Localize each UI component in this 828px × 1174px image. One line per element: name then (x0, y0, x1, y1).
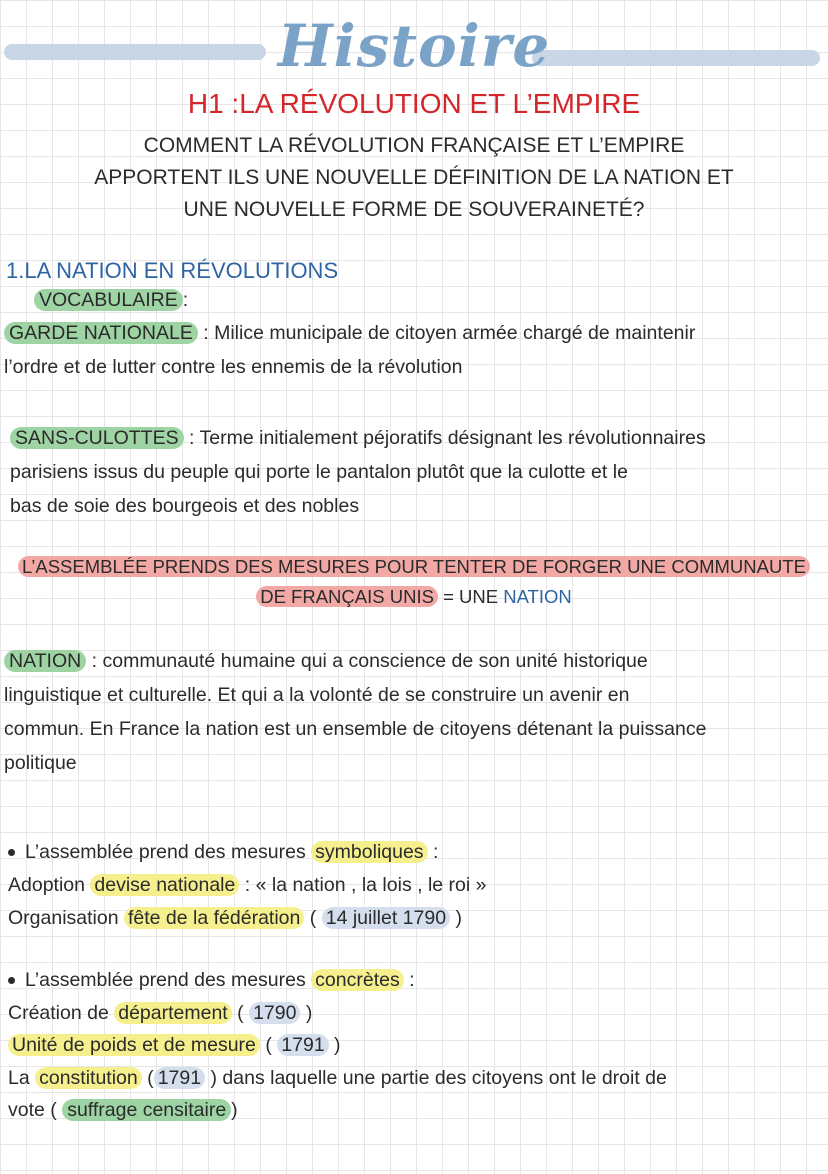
concrete-measures (8, 964, 824, 1127)
term-sans-culottes: SANS-CULOTTES (10, 427, 184, 449)
definition-line: bas de soie des bourgeois et des nobles (10, 495, 360, 517)
definition-text: : communauté humaine qui a conscience de son unité historique (86, 650, 648, 672)
measure-text: ( (304, 907, 322, 929)
measure-text: : « la nation , la lois , le roi » (239, 874, 487, 896)
vocabulary-heading (34, 283, 188, 317)
definition-line (4, 316, 824, 350)
measure-text: La (8, 1066, 36, 1089)
measure-text: ) (450, 907, 462, 929)
problem-question (60, 130, 768, 226)
bullet-icon (8, 849, 15, 856)
statement-nation: NATION (503, 586, 572, 607)
bullet-colon: : (427, 841, 439, 863)
definition-line (4, 644, 824, 678)
bullet-item (8, 964, 824, 997)
measure-line (8, 1062, 824, 1095)
measure-text: vote ( (8, 1099, 63, 1121)
highlight-suffrage: suffrage censitaire (62, 1099, 231, 1121)
measure-text: ( (141, 1066, 154, 1089)
date-highlight: 1791 (277, 1034, 328, 1056)
highlight-symboliques: symboliques (311, 841, 427, 863)
date-highlight: 1790 (249, 1002, 300, 1024)
measure-text: ) (328, 1034, 341, 1056)
definition-text: : Terme initialement péjoratifs désignant les révolutionnaires (183, 427, 706, 449)
question-line: APPORTENT ILS UNE NOUVELLE DÉFINITION DE LA NATION ET (94, 166, 734, 189)
measure-line (8, 869, 824, 902)
measure-line (8, 997, 824, 1030)
measure-text: ( (231, 1001, 250, 1024)
measure-text: Création de (8, 1001, 115, 1024)
measure-text: ( (259, 1034, 278, 1056)
definition-sans-culottes (10, 421, 824, 523)
measure-text: ) (231, 1099, 238, 1121)
definition-line (10, 421, 824, 455)
bullet-item (8, 836, 824, 869)
definition-text: : Milice municipale de citoyen armée chargé de maintenir (197, 322, 696, 344)
question-line: UNE NOUVELLE FORME DE SOUVERAINETÉ? (183, 198, 645, 221)
symbolic-measures (8, 836, 824, 935)
statement-equals: = UNE (437, 586, 504, 607)
bullet-icon (8, 977, 15, 984)
statement-line (0, 582, 828, 612)
measure-text: ) dans laquelle une partie des citoyens ont le droit de (205, 1066, 667, 1089)
highlight-constitution: constitution (35, 1067, 142, 1089)
section-title: 1.LA NATION EN RÉVOLUTIONS (6, 258, 339, 283)
measure-line (8, 1094, 824, 1127)
measure-text: ) (300, 1001, 313, 1024)
date-highlight: 1791 (154, 1067, 205, 1089)
highlight-concretes: concrètes (311, 969, 404, 991)
measure-line (8, 1029, 824, 1062)
assembly-statement (0, 552, 828, 612)
chapter-heading: H1 :LA RÉVOLUTION ET L’EMPIRE (187, 88, 641, 119)
definition-line: commun. En France la nation est un ensemble de citoyens détenant la puissance (4, 718, 707, 740)
highlight-fete: fête de la fédération (124, 907, 304, 929)
definition-line: politique (4, 752, 77, 774)
definition-line: l’ordre et de lutter contre les ennemis de la révolution (4, 356, 463, 378)
vocabulary-colon: : (182, 289, 189, 311)
highlight-departement: département (114, 1002, 232, 1024)
definition-line: parisiens issus du peuple qui porte le pantalon plutôt que la culotte et le (10, 461, 628, 483)
term-nation: NATION (4, 650, 86, 672)
highlight-devise: devise nationale (90, 874, 239, 896)
measure-text: Adoption (8, 874, 91, 896)
bullet-colon: : (403, 969, 415, 991)
question-line: COMMENT LA RÉVOLUTION FRANÇAISE ET L’EMPIRE (143, 134, 685, 157)
statement-line (0, 552, 828, 582)
term-garde-nationale: GARDE NATIONALE (4, 322, 198, 344)
measure-text: Organisation (8, 907, 124, 929)
definition-nation (4, 644, 824, 780)
definition-line: linguistique et culturelle. Et qui a la volonté de se construire un avenir en (4, 684, 630, 706)
measure-line (8, 902, 824, 935)
bullet-text: L’assemblée prend des mesures (25, 969, 312, 991)
date-highlight: 14 juillet 1790 (322, 907, 450, 929)
statement-highlight: DE FRANÇAIS UNIS (256, 586, 438, 607)
bullet-text: L’assemblée prend des mesures (25, 841, 312, 863)
vocabulary-label: VOCABULAIRE (34, 289, 183, 311)
definition-garde-nationale (4, 316, 824, 384)
page-title: Histoire (277, 12, 551, 80)
statement-highlight: L’ASSEMBLÉE PRENDS DES MESURES POUR TENTER DE FORGER UNE COMMUNAUTE (18, 556, 810, 577)
highlight-unite: Unité de poids et de mesure (8, 1034, 260, 1056)
